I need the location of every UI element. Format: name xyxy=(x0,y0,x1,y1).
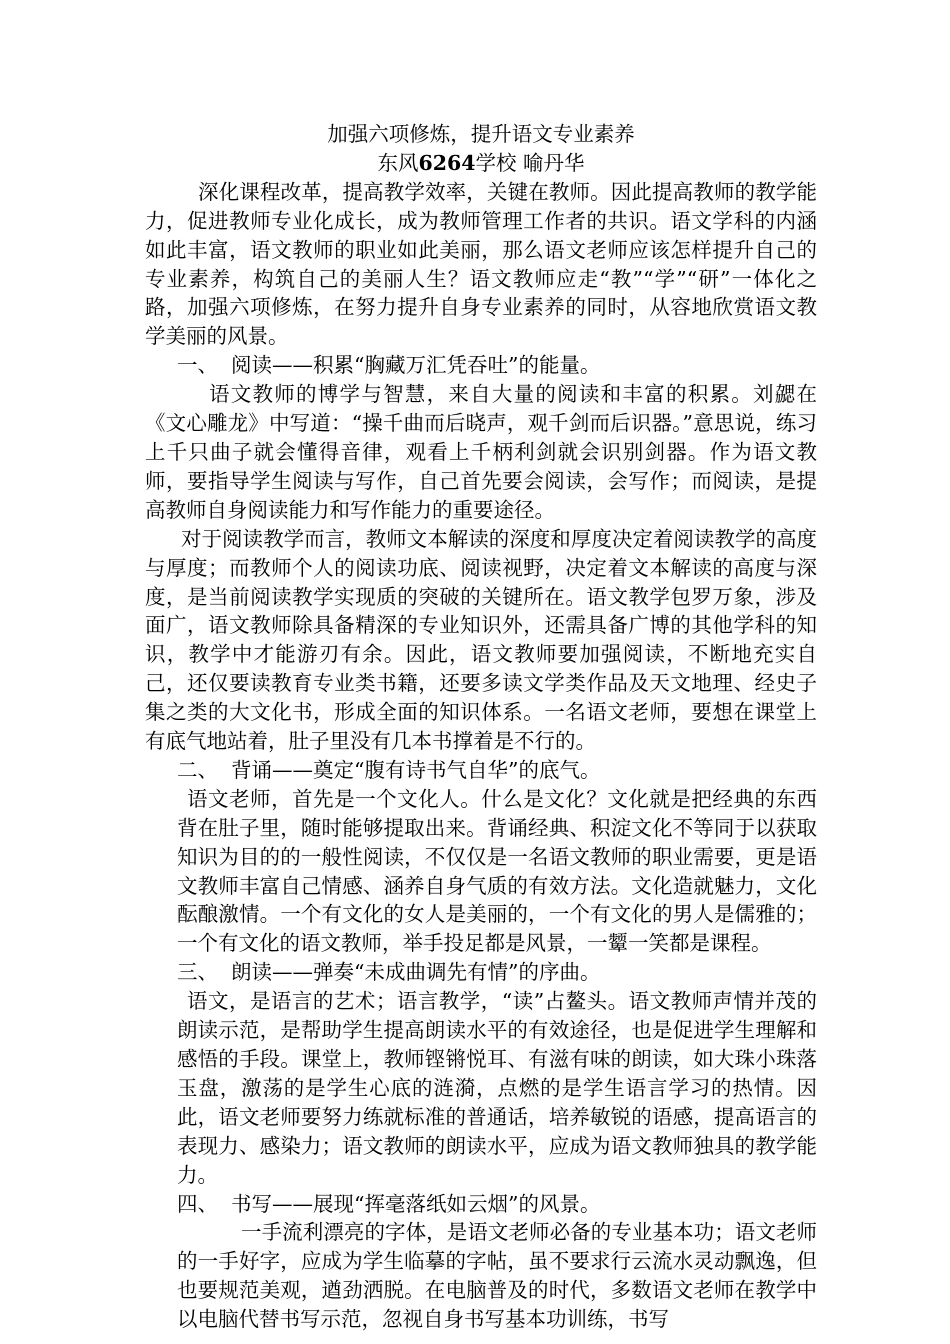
intro-paragraph: 深化课程改革，提高教学效率，关键在教师。因此提高教师的教学能力，促进教师专业化成长，成为教师管理工作者的共识。语文学科的内涵如此丰富，语文教师的职业如此美丽，那么语文老师应该怎样提升自己的专业素养，构筑自己的美丽人生？语文教师应走“教”“学”“研”一体化之路，加强六项修炼，在努力提升自身专业素养的同时，从容地欣赏语文教学美丽的风景。 xyxy=(145,179,817,349)
author-prefix: 东风 xyxy=(377,150,419,175)
section-title-4: 书写——展现“挥毫落纸如云烟”的风景。 xyxy=(231,1191,601,1216)
section-heading-3 xyxy=(145,958,817,987)
author-number: 6264 xyxy=(418,150,476,175)
author-suffix: 学校 喻丹华 xyxy=(475,150,585,175)
section-3-paragraph-1: 语文，是语言的艺术；语言教学，“读”占鳌头。语文教师声情并茂的朗读示范，是帮助学生提高朗读水平的有效途径，也是促进学生理解和感悟的手段。课堂上，教师铿锵悦耳、有滋有味的朗读，如大珠小珠落玉盘，激荡的是学生心底的涟漪，点燃的是学生语言学习的热情。因此，语文老师要努力练就标准的普通话，培养敏锐的语感，提高语言的表现力、感染力；语文教师的朗读水平，应成为语文教师独具的教学能力。 xyxy=(177,989,817,1187)
document-title: 加强六项修炼，提升语文专业素养 xyxy=(327,122,635,146)
section-title-2: 背诵——奠定“腹有诗书气自华”的底气。 xyxy=(231,757,601,782)
section-number-4: 四、 xyxy=(177,1191,218,1216)
section-2-paragraph-1: 语文老师，首先是一个文化人。什么是文化？文化就是把经典的东西背在肚子里，随时能够提取出来。背诵经典、积淀文化不等同于以获取知识为目的的一般性阅读，不仅仅是一名语文教师的职业需要，更是语文教师丰富自己情感、涵养自身气质的有效方法。文化造就魅力，文化酝酿激情。一个有文化的女人是美丽的，一个有文化的男人是儒雅的；一个有文化的语文教师，举手投足都是风景，一颦一笑都是课程。 xyxy=(177,786,817,956)
author-line xyxy=(145,149,817,178)
section-1-paragraph-2: 对于阅读教学而言，教师文本解读的深度和厚度决定着阅读教学的高度与厚度；而教师个人的阅读功底、阅读视野，决定着文本解读的高度与深度，是当前阅读教学实现质的突破的关键所在。语文教学包罗万象，涉及面广，语文教师除具备精深的专业知识外，还需具备广博的其他学科的知识，教学中才能游刃有余。因此，语文教师要加强阅读，不断地充实自己，还仅要读教育专业类书籍，还要多读文学类作品及天文地理、经史子集之类的大文化书，形成全面的知识体系。一名语文老师，要想在课堂上有底气地站着，肚子里没有几本书撑着是不行的。 xyxy=(145,526,817,754)
section-heading-4 xyxy=(145,1190,817,1219)
section-title-1: 阅读——积累“胸藏万汇凭吞吐”的能量。 xyxy=(231,353,601,378)
document-body xyxy=(145,120,817,1334)
section-title-3: 朗读——弹奏“未成曲调先有情”的序曲。 xyxy=(231,960,601,985)
section-number-3: 三、 xyxy=(177,960,218,985)
section-1-paragraph-1: 语文教师的博学与智慧，来自大量的阅读和丰富的积累。刘勰在《文心雕龙》中写道：“操千曲而后晓声，观千剑而后识器。”意思说，练习上千只曲子就会懂得音律，观看上千柄利剑就会识别剑器。作为语文教师，要指导学生阅读与写作，自己首先要会阅读，会写作；而阅读，是提高教师自身阅读能力和写作能力的重要途径。 xyxy=(145,382,817,522)
section-number-2: 二、 xyxy=(177,757,218,782)
section-number-1: 一、 xyxy=(177,353,218,378)
section-4-paragraph-1: 一手流利漂亮的字体，是语文老师必备的专业基本功；语文老师的一手好字，应成为学生临摹的字帖，虽不要求行云流水灵动飘逸，但也要规范美观，遒劲洒脱。在电脑普及的时代，多数语文老师在教学中以电脑代替书写示范，忽视自身书写基本功训练，书写 xyxy=(177,1220,817,1332)
section-heading-2 xyxy=(145,756,817,785)
section-heading-1 xyxy=(145,351,817,380)
